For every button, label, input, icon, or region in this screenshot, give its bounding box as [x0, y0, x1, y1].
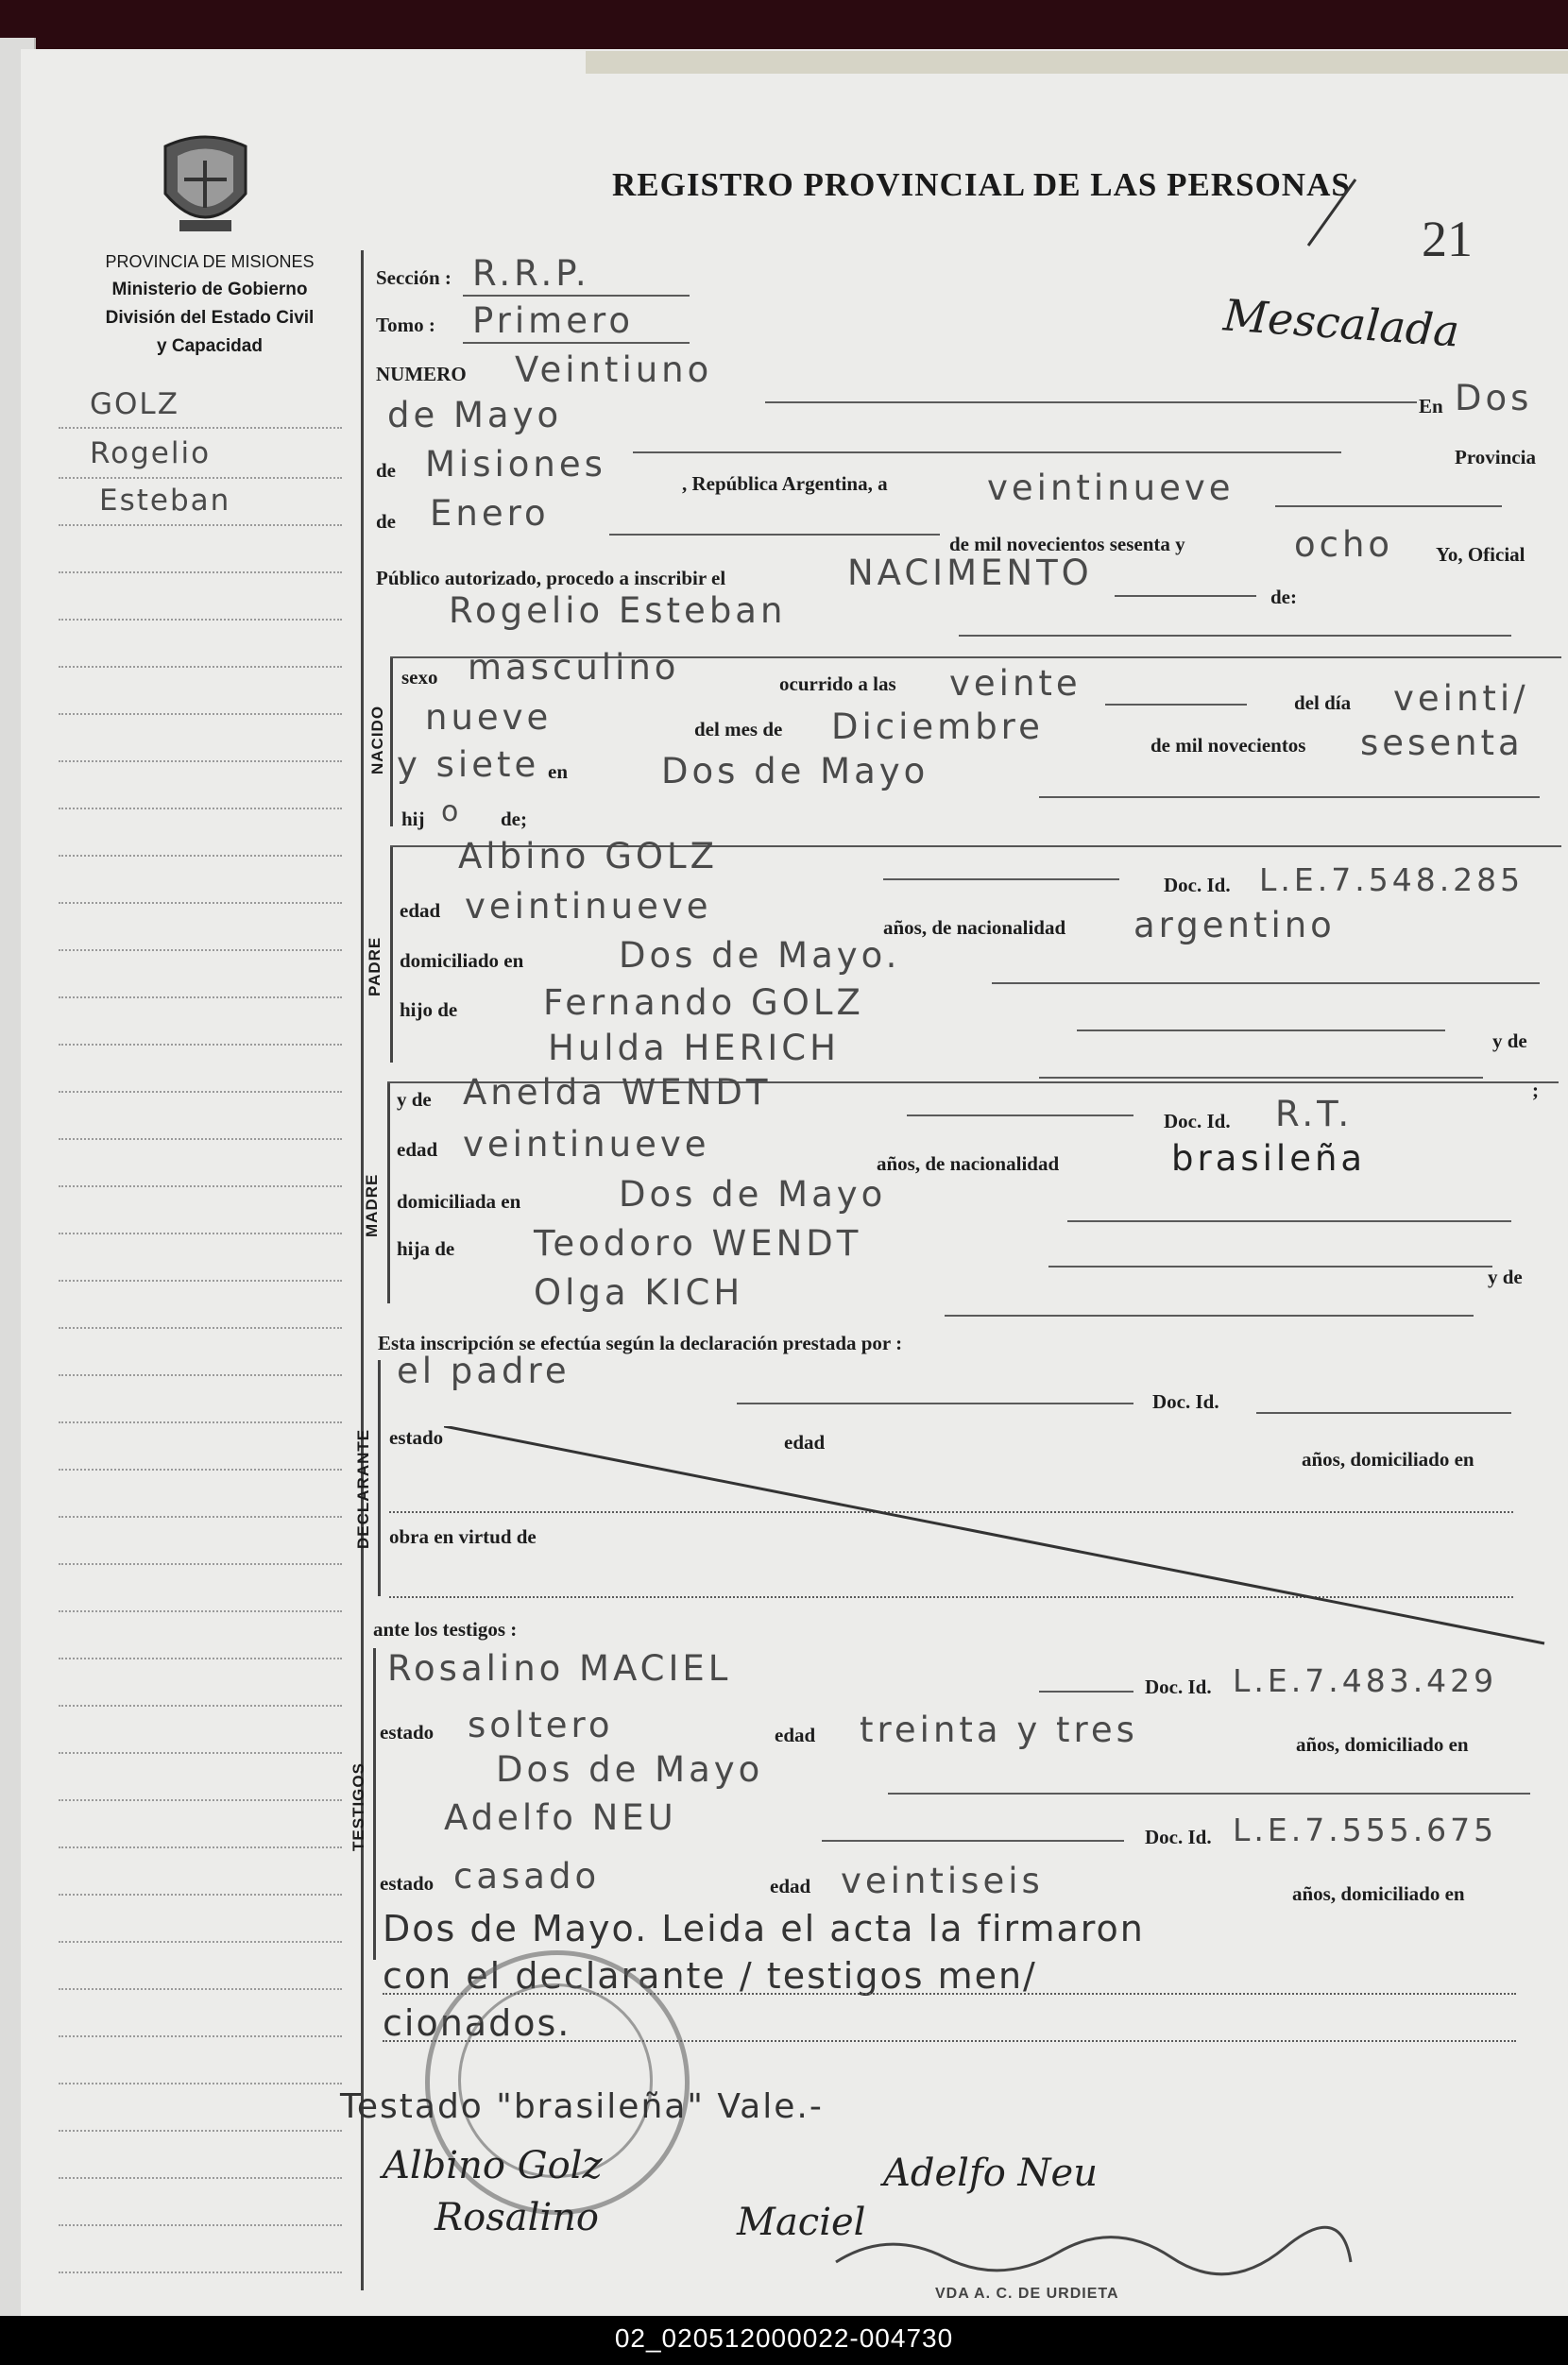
dia-b-value: nueve — [425, 697, 553, 738]
nacido-section-label: NACIDO — [368, 705, 386, 774]
de3-label: de: — [1270, 586, 1297, 608]
nacido-en-label: en — [548, 760, 568, 783]
testigo1-anios-label: años, domiciliado en — [1296, 1733, 1469, 1756]
numero-value: Veintiuno — [515, 349, 713, 390]
testigo2-edad-label: edad — [770, 1875, 811, 1897]
padre-bracket — [390, 845, 393, 1063]
declarante-bracket — [378, 1360, 381, 1596]
madre-edad-value: veintinueve — [463, 1124, 710, 1165]
madre-padre-de-value: Teodoro WENDT — [534, 1223, 862, 1264]
padre-nac-label: años, de nacionalidad — [883, 916, 1066, 939]
dia-a-value: veinti/ — [1393, 678, 1529, 719]
ministry-name: Ministerio de Gobierno — [111, 280, 308, 299]
testigos-section-label: TESTIGOS — [349, 1762, 367, 1851]
madre-semicolon: ; — [1532, 1079, 1539, 1101]
en-label: En — [1419, 395, 1443, 417]
hora-value: veinte — [949, 663, 1082, 704]
padre-domicilio-value: Dos de Mayo. — [619, 935, 901, 976]
document-title: REGISTRO PROVINCIAL DE LAS PERSONAS — [612, 166, 1351, 203]
padre-y-de-label: y de — [1492, 1029, 1527, 1052]
margin-second-name: Esteban — [99, 484, 231, 518]
padre-padre-de-value: Fernando GOLZ — [543, 982, 864, 1023]
padre-hijo-de-label: hijo de — [400, 998, 458, 1021]
republica-label: , República Argentina, a — [682, 472, 888, 495]
padre-dom-label: domiciliado en — [400, 949, 524, 972]
nacido-bracket — [390, 656, 393, 826]
registrar-slash — [1299, 175, 1365, 250]
provincia-label: Provincia — [1455, 446, 1536, 468]
madre-domicilio-value: Dos de Mayo — [619, 1174, 887, 1215]
del-dia-label: del día — [1294, 691, 1352, 714]
anio-value: ocho — [1294, 524, 1394, 565]
padre-doc-value: L.E.7.548.285 — [1259, 861, 1525, 898]
provincia-value: Misiones — [425, 444, 606, 485]
mil-label: de mil novecientos — [1150, 734, 1306, 757]
province-name: PROVINCIA DE MISIONES — [105, 252, 315, 271]
madre-doc-label: Doc. Id. — [1164, 1110, 1231, 1132]
declarante-intro: Esta inscripción se efectúa según la declaración prestada por : — [378, 1332, 903, 1354]
printer-imprint: VDA A. C. DE URDIETA — [935, 2286, 1119, 2302]
testigo1-domicilio-value: Dos de Mayo — [496, 1749, 764, 1790]
mes-label: del mes de — [694, 718, 783, 740]
padre-madre-de-value: Hulda HERICH — [548, 1028, 840, 1068]
padre-nombre-value: Albino GOLZ — [458, 836, 718, 876]
oficial-label: Yo, Oficial — [1436, 543, 1525, 566]
margin-surname: GOLZ — [90, 387, 179, 421]
testigo1-estado-label: estado — [380, 1721, 435, 1744]
de-label: de — [376, 459, 396, 482]
declarante-nombre-value: el padre — [397, 1351, 571, 1391]
sexo-label: sexo — [401, 666, 438, 689]
ministry-header — [59, 247, 361, 361]
en-value: Dos — [1455, 378, 1533, 418]
anio-b-value: y siete — [397, 744, 540, 785]
madre-dom-label: domiciliada en — [397, 1190, 521, 1213]
tomo-value: Primero — [472, 300, 634, 341]
acto-value: NACIMENTO — [847, 553, 1093, 593]
padre-edad-value: veintinueve — [465, 886, 712, 927]
capacity-name: y Capacidad — [157, 336, 263, 356]
closing-note-line2: con el declarante / testigos men/ — [383, 1955, 1037, 1997]
publico-label: Público autorizado, procedo a inscribir el — [376, 567, 726, 589]
madre-nac-label: años, de nacionalidad — [877, 1152, 1060, 1175]
testigo2-edad-value: veintiseis — [841, 1861, 1044, 1901]
testigo2-estado-value: casado — [453, 1856, 601, 1897]
testigo1-edad-label: edad — [775, 1724, 816, 1746]
madre-section-label: MADRE — [363, 1173, 381, 1237]
testigo2-anios-label: años, domiciliado en — [1292, 1882, 1465, 1905]
madre-bracket — [387, 1081, 390, 1303]
padre-doc-label: Doc. Id. — [1164, 874, 1231, 896]
testigo2-doc-label: Doc. Id. — [1145, 1826, 1212, 1848]
testigo1-estado-value: soltero — [468, 1705, 614, 1745]
madre-hija-de-label: hija de — [397, 1237, 455, 1260]
ocurrido-label: ocurrido a las — [779, 672, 896, 695]
madre-y-de-label2: y de — [1488, 1266, 1523, 1288]
registrar-signature: Mescalada — [1221, 289, 1461, 357]
testigo2-nombre-value: Adelfo NEU — [444, 1797, 677, 1838]
closing-note-line3: cionados. — [383, 2002, 571, 2044]
nombre-value: Rogelio Esteban — [449, 590, 787, 631]
sexo-value: masculino — [468, 647, 680, 688]
signature-witness-2: Adelfo Neu — [883, 2152, 1098, 2195]
testigos-intro: ante los testigos : — [373, 1618, 518, 1641]
testigo1-doc-value: L.E.7.483.429 — [1233, 1662, 1498, 1699]
dia-value: veintinueve — [987, 468, 1235, 508]
tomo-label: Tomo : — [376, 314, 435, 336]
testigo2-doc-value: L.E.7.555.675 — [1233, 1812, 1498, 1848]
hijo-letter: o — [441, 795, 463, 828]
madre-nacionalidad-value: brasileña — [1171, 1138, 1367, 1179]
signature-witness-1: Rosalino — [435, 2196, 600, 2239]
padre-nacionalidad-value: argentino — [1133, 905, 1336, 945]
declarante-estado-label: estado — [389, 1426, 444, 1449]
declarante-cancel-line — [444, 1426, 1549, 1653]
binding-strip — [586, 51, 1568, 74]
madre-madre-de-value: Olga KICH — [534, 1272, 744, 1313]
anio-a-value: sesenta — [1360, 723, 1524, 763]
nacido-lugar-value: Dos de Mayo — [661, 751, 929, 791]
madre-doc-value: R.T. — [1275, 1094, 1354, 1134]
declarante-doc-label: Doc. Id. — [1152, 1390, 1219, 1413]
declarante-section-label: DECLARANTE — [354, 1428, 372, 1549]
mes-value: Enero — [430, 493, 550, 534]
nacido-mes-value: Diciembre — [831, 706, 1044, 747]
image-caption: 02_020512000022-004730 — [614, 2323, 954, 2353]
madre-edad-label: edad — [397, 1138, 438, 1161]
hijo-de-label: de; — [501, 808, 527, 830]
declarante-anios-label: años, domiciliado en — [1302, 1448, 1474, 1471]
testado-note: Testado "brasileña" Vale.- — [340, 2087, 824, 2126]
seccion-value: R.R.P. — [472, 253, 590, 294]
serial-number: 21 — [1422, 211, 1473, 267]
numero-label: NUMERO — [376, 363, 467, 385]
margin-first-name: Rogelio — [90, 436, 212, 470]
de2-label: de — [376, 510, 396, 533]
signature-father: Albino Golz — [383, 2144, 603, 2187]
testigo1-edad-value: treinta y tres — [860, 1710, 1138, 1750]
madre-nombre-value: Anelda WENDT — [463, 1072, 772, 1113]
testigo1-nombre-value: Rosalino MACIEL — [387, 1648, 732, 1689]
madre-y-de-label: y de — [397, 1088, 432, 1111]
testigo2-estado-label: estado — [380, 1872, 435, 1895]
padre-edad-label: edad — [400, 899, 441, 922]
official-signature-scribble — [831, 2220, 1360, 2286]
misiones-crest-icon — [151, 128, 260, 241]
anio-label: de mil novecientos sesenta y — [949, 533, 1185, 555]
closing-note-line1: Dos de Mayo. Leida el acta la firmaron — [383, 1908, 1145, 1949]
lugar-value: de Mayo — [387, 395, 563, 435]
declarante-obra-label: obra en virtud de — [389, 1525, 537, 1548]
declarante-edad-label: edad — [784, 1431, 826, 1454]
division-name: División del Estado Civil — [105, 308, 315, 328]
hijo-label: hij — [401, 808, 425, 830]
padre-section-label: PADRE — [366, 936, 383, 996]
seccion-label: Sección : — [376, 266, 452, 289]
testigos-bracket — [373, 1648, 376, 1960]
testigo1-doc-label: Doc. Id. — [1145, 1676, 1212, 1698]
signature-witness-1b: Maciel — [737, 2201, 866, 2244]
margin-divider — [361, 250, 364, 2290]
